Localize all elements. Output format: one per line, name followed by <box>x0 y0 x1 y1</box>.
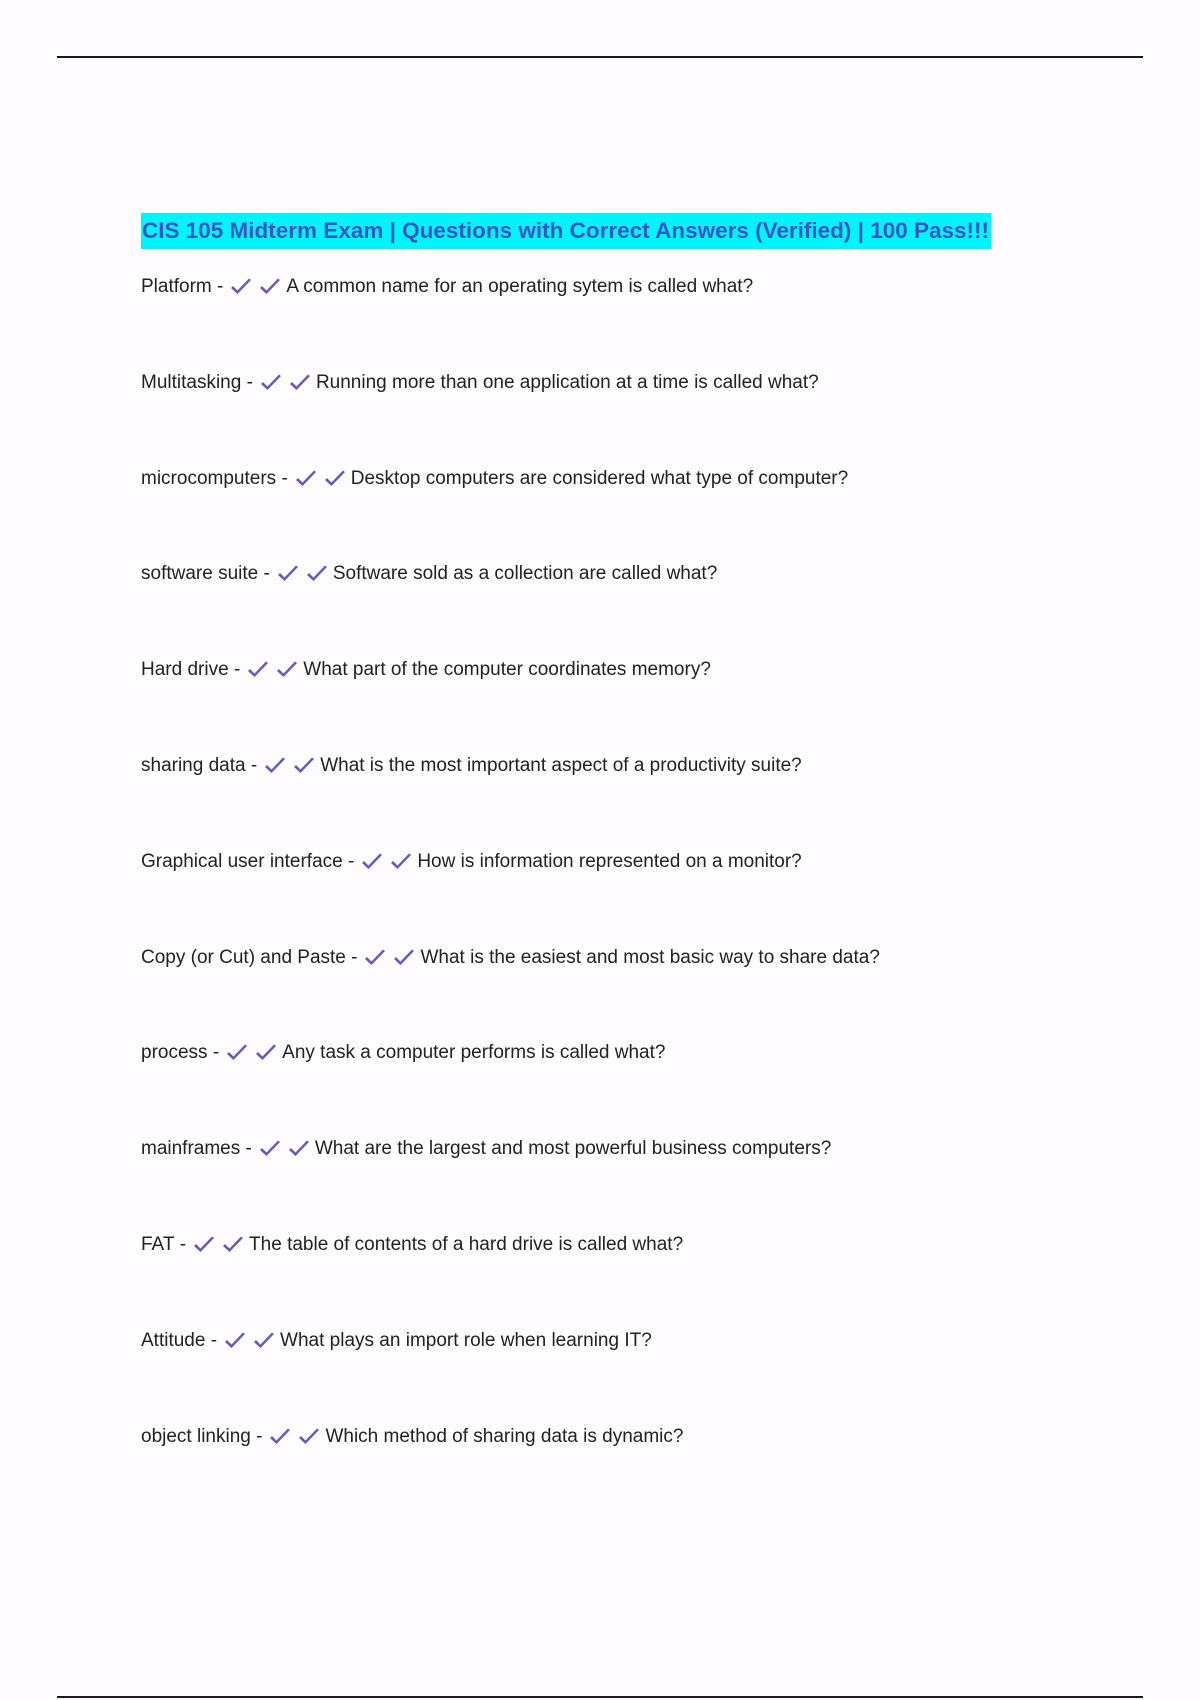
check-marks <box>223 1324 276 1358</box>
answer-term: Copy (or Cut) and Paste <box>141 946 346 968</box>
answer-term: object linking <box>141 1425 251 1447</box>
separator: - <box>250 754 258 776</box>
qa-item <box>141 1420 1141 1516</box>
check-mark-icon <box>292 756 316 776</box>
check-mark-icon <box>288 373 312 393</box>
separator: - <box>281 467 288 489</box>
document-title: CIS 105 Midterm Exam | Questions with Correct Answers (Verified) | 100 Pass!!! <box>141 213 991 249</box>
qa-item <box>141 1228 1141 1324</box>
check-mark-icon <box>363 948 387 968</box>
separator: - <box>245 1138 252 1160</box>
qa-item <box>141 749 1141 845</box>
separator: - <box>348 850 355 872</box>
check-mark-icon <box>275 660 299 680</box>
separator: - <box>256 1425 263 1447</box>
answer-term: sharing data <box>141 754 246 776</box>
qa-item <box>141 366 1141 462</box>
separator: - <box>233 659 241 681</box>
qa-item <box>141 653 1141 749</box>
check-marks <box>225 1036 278 1070</box>
answer-term: Platform <box>141 276 212 297</box>
check-mark-icon <box>305 564 329 584</box>
check-marks <box>276 557 329 591</box>
check-mark-icon <box>258 277 282 297</box>
check-marks <box>363 941 416 975</box>
check-mark-icon <box>225 1043 249 1063</box>
check-mark-icon <box>254 1043 278 1063</box>
title-block <box>141 213 991 249</box>
check-mark-icon <box>389 852 413 872</box>
check-marks <box>192 1228 245 1262</box>
check-marks <box>294 462 347 496</box>
separator: - <box>246 371 253 393</box>
qa-item <box>141 462 1141 558</box>
question-text: How is information represented on a monitor? <box>417 850 802 872</box>
question-text: The table of contents of a hard drive is called what? <box>249 1233 684 1255</box>
check-mark-icon <box>252 1331 276 1351</box>
separator: - <box>217 276 224 297</box>
separator: - <box>210 1329 218 1351</box>
question-text: Desktop computers are considered what type of computer? <box>350 467 849 489</box>
answer-term: Attitude <box>141 1329 206 1351</box>
separator: - <box>351 946 358 968</box>
check-marks <box>263 749 316 783</box>
check-marks <box>258 1132 311 1166</box>
header-rule <box>57 56 1143 58</box>
check-marks <box>268 1420 321 1454</box>
check-mark-icon <box>246 660 270 680</box>
question-text: What is the most important aspect of a productivity suite? <box>320 754 802 776</box>
check-mark-icon <box>323 469 347 489</box>
question-text: What are the largest and most powerful business computers? <box>314 1138 832 1160</box>
answer-term: Hard drive <box>141 659 229 681</box>
question-text: Which method of sharing data is dynamic? <box>325 1425 684 1447</box>
answer-term: Graphical user interface <box>141 850 343 872</box>
check-mark-icon <box>223 1331 247 1351</box>
qa-item <box>141 941 1141 1037</box>
check-mark-icon <box>294 469 318 489</box>
check-mark-icon <box>258 1139 282 1159</box>
check-mark-icon <box>221 1235 245 1255</box>
qa-list <box>141 270 1141 1515</box>
check-marks <box>229 270 282 304</box>
answer-term: Multitasking <box>141 371 242 393</box>
check-marks <box>360 845 413 879</box>
qa-item <box>141 1036 1141 1132</box>
answer-term: mainframes <box>141 1138 241 1160</box>
answer-term: software suite <box>141 563 259 585</box>
check-mark-icon <box>297 1427 321 1447</box>
question-text: What plays an import role when learning IT? <box>280 1329 652 1351</box>
answer-term: process <box>141 1042 208 1064</box>
check-mark-icon <box>229 277 253 297</box>
qa-item <box>141 1324 1141 1420</box>
question-text: A common name for an operating sytem is called what? <box>286 276 754 297</box>
question-text: Any task a computer performs is called what? <box>282 1042 666 1064</box>
check-mark-icon <box>259 373 283 393</box>
qa-item <box>141 557 1141 653</box>
qa-item <box>141 270 1141 366</box>
separator: - <box>179 1233 187 1255</box>
check-mark-icon <box>276 564 300 584</box>
check-mark-icon <box>392 948 416 968</box>
qa-item <box>141 1132 1141 1228</box>
question-text: Running more than one application at a time is called what? <box>315 371 819 393</box>
check-mark-icon <box>192 1235 216 1255</box>
footer-rule <box>57 1696 1143 1698</box>
answer-term: FAT <box>141 1233 175 1255</box>
check-marks <box>246 653 299 687</box>
answer-term: microcomputers <box>141 467 277 489</box>
check-mark-icon <box>263 756 287 776</box>
question-text: What is the easiest and most basic way to share data? <box>420 946 880 968</box>
question-text: What part of the computer coordinates memory? <box>303 659 711 681</box>
separator: - <box>212 1042 220 1064</box>
check-mark-icon <box>268 1427 292 1447</box>
qa-item <box>141 845 1141 941</box>
check-mark-icon <box>360 852 384 872</box>
separator: - <box>263 563 270 585</box>
question-text: Software sold as a collection are called what? <box>332 563 718 585</box>
check-marks <box>259 366 312 400</box>
check-mark-icon <box>287 1139 311 1159</box>
